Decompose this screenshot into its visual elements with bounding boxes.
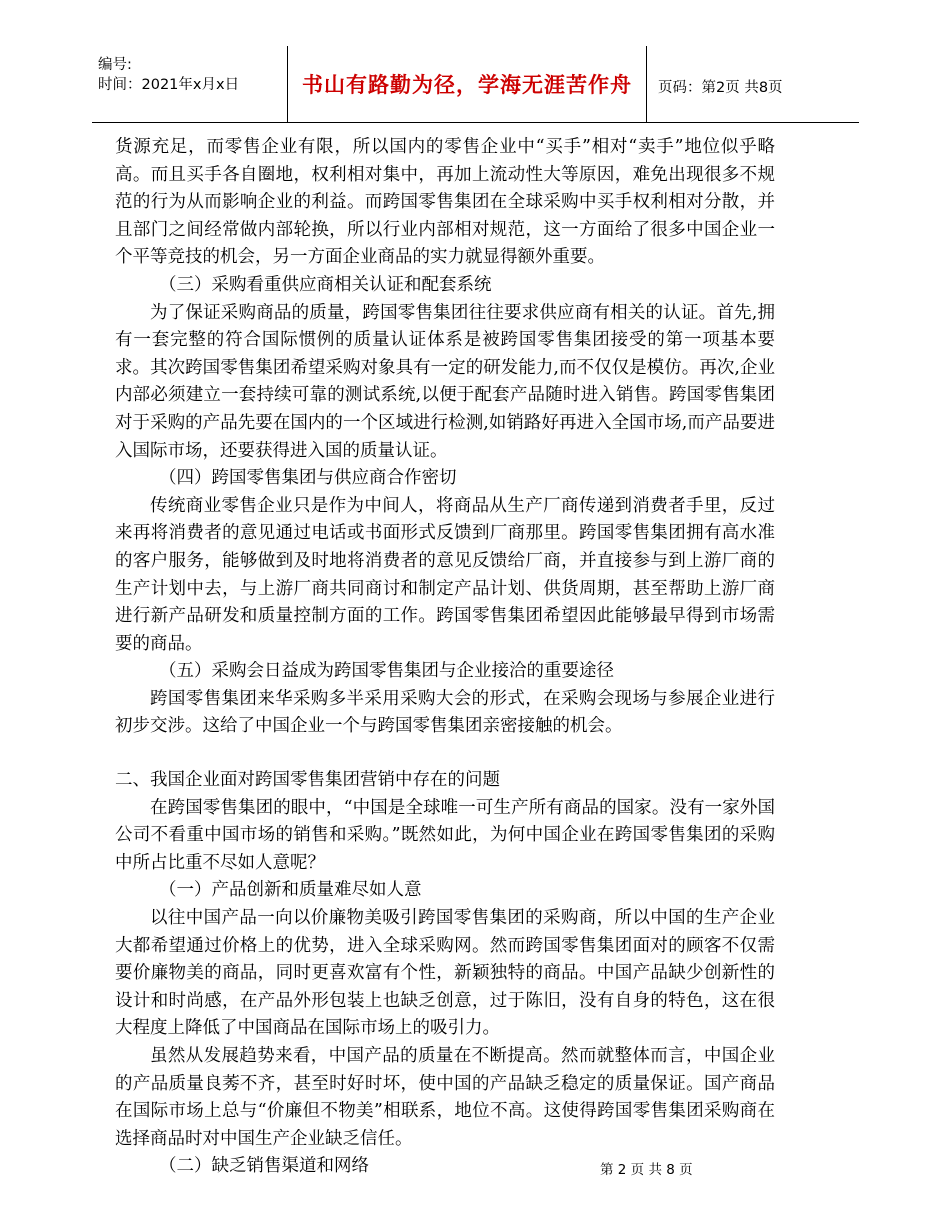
header-table — [92, 46, 859, 123]
body-paragraph: 虽然从发展趋势来看，中国产品的质量在不断提高。然而就整体而言，中国企业的产品质量良莠不齐，甚至时好时坏，使中国的产品缺乏稳定的质量保证。国产商品在国际市场上总与“价廉但不物美”相联系，地位不高。这使得跨国零售集团采购商在选择商品时对中国生产企业缺乏信任。 — [115, 1046, 775, 1149]
subsection-heading: （二）缺乏销售渠道和网络 — [159, 1156, 369, 1177]
subsection-heading: （三）采购看重供应商相关认证和配套系统 — [159, 274, 492, 295]
subsection-heading: （一）产品创新和质量难尽如人意 — [159, 880, 422, 901]
body-paragraph: 传统商业零售企业只是作为中间人，将商品从生产厂商传递到消费者手里，反过来再将消费者的意见通过电话或书面形式反馈到厂商那里。跨国零售集团拥有高水准的客户服务，能够做到及时地将消费者的意见反馈给厂商，并直接参与到上游厂商的生产计划中去，与上游厂商共同商讨和制定产品计划、供货周期，甚至帮助上游厂商进行新产品研发和质量控制方面的工作。跨国零售集团希望因此能够最早得到市场需要的商品。 — [115, 495, 775, 654]
page-footer: 第 2 页 共 8 页 — [600, 1162, 693, 1178]
body-paragraph: 跨国零售集团来华采购多半采用采购大会的形式，在采购会现场与参展企业进行初步交涉。这给了中国企业一个与跨国零售集团亲密接触的机会。 — [115, 688, 775, 737]
page-header — [92, 46, 859, 122]
body-paragraph: 以往中国产品一向以价廉物美吸引跨国零售集团的采购商，所以中国的生产企业大都希望通过价格上的优势，进入全球采购网。然而跨国零售集团面对的顾客不仅需要价廉物美的商品，同时更喜欢富有个性，新颖独特的商品。中国产品缺少创新性的设计和时尚感，在产品外形包装上也缺乏创意，过于陈旧，没有自身的特色，这在很大程度上降低了中国商品在国际市场上的吸引力。 — [115, 908, 775, 1039]
document-time-label: 时间：2021年x月x日 — [98, 77, 240, 93]
subsection-heading: （四）跨国零售集团与供应商合作密切 — [159, 468, 457, 489]
body-paragraph: 为了保证采购商品的质量，跨国零售集团往往要求供应商有相关的认证。首先,拥有一套完整的符合国际惯例的质量认证体系是被跨国零售集团接受的第一项基本要求。其次跨国零售集团希望采购对象具有一定的研发能力,而不仅仅是模仿。再次,企业内部必须建立一套持续可靠的测试系统,以便于配套产品随时进入销售。跨国零售集团对于采购的产品先要在国内的一个区域进行检测,如销路好再进入全国市场,而产品要进入国际市场，还要获得进入国的质量认证。 — [115, 302, 775, 461]
subsection-heading: （五）采购会日益成为跨国零售集团与企业接洽的重要途径 — [159, 661, 614, 682]
section-heading: 二、我国企业面对跨国零售集团营销中存在的问题 — [115, 770, 500, 791]
header-meta — [98, 55, 239, 95]
header-motto-cell — [287, 46, 647, 122]
document-number-label: 编号: — [98, 57, 132, 73]
body-paragraph: 在跨国零售集团的眼中，“中国是全球唯一可生产所有商品的国家。没有一家外国公司不看重中国市场的销售和采购。”既然如此，为何中国企业在跨国零售集团的采购中所占比重不尽如人意呢？ — [115, 797, 775, 873]
document-body — [115, 134, 775, 1181]
body-paragraph: 货源充足，而零售企业有限，所以国内的零售企业中“买手”相对“卖手”地位似乎略高。而且买手各自圈地，权利相对集中，再加上流动性大等原因，难免出现很多不规范的行为从而影响企业的利益。而跨国零售集团在全球采购中买手权利相对分散，并且部门之间经常做内部轮换，所以行业内部相对规范，这一方面给了很多中国企业一个平等竞技的机会，另一方面企业商品的实力就显得额外重要。 — [115, 137, 775, 268]
header-page-info: 页码：第2页 共8页 — [658, 80, 783, 96]
header-motto: 书山有路勤为径，学海无涯苦作舟 — [302, 73, 632, 97]
